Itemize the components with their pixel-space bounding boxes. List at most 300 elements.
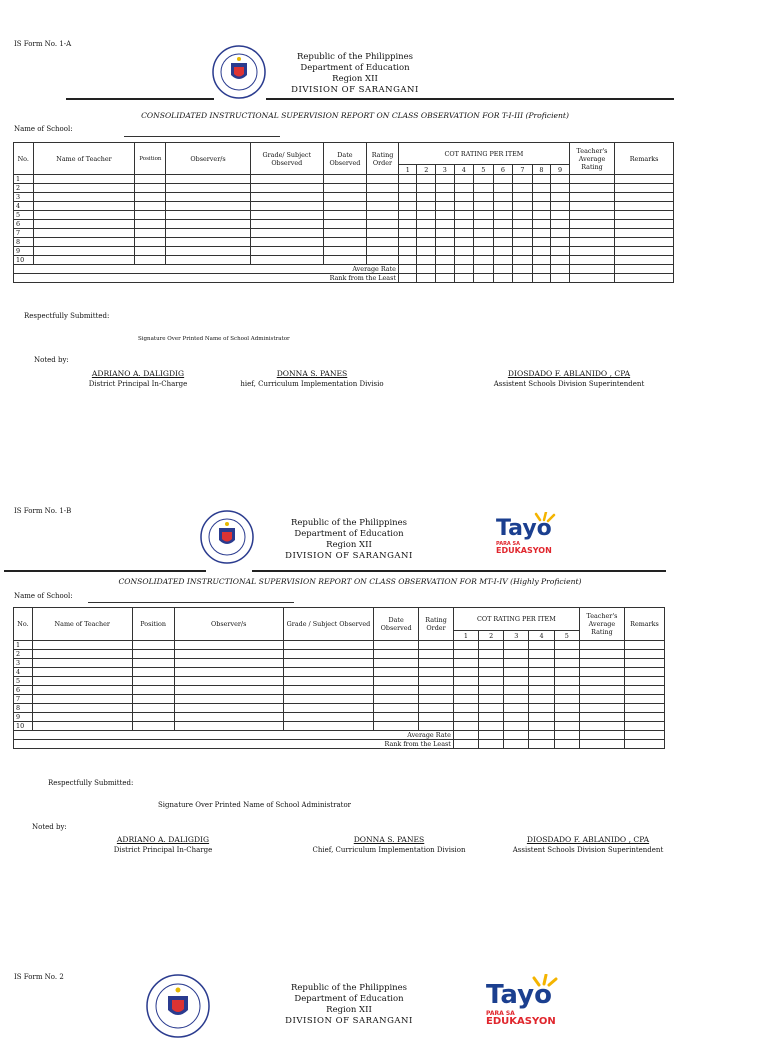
table-cell[interactable] [554,641,579,650]
table-cell[interactable] [417,256,436,265]
table-cell[interactable] [529,713,554,722]
table-cell[interactable] [579,677,624,686]
table-cell[interactable] [569,256,614,265]
table-cell[interactable] [33,193,135,202]
table-cell[interactable] [436,220,455,229]
table-cell[interactable] [474,256,494,265]
table-cell[interactable] [474,229,494,238]
table-cell[interactable] [367,193,399,202]
table-cell[interactable] [504,659,529,668]
table-cell[interactable] [551,256,570,265]
table-cell[interactable] [532,229,551,238]
table-cell[interactable] [625,713,665,722]
table-cell[interactable] [250,229,323,238]
table-cell[interactable] [454,211,474,220]
table-cell[interactable] [32,668,132,677]
table-cell[interactable] [419,704,454,713]
table-cell[interactable] [615,202,674,211]
table-cell[interactable] [513,229,533,238]
table-cell[interactable] [493,229,513,238]
table-cell[interactable] [135,211,166,220]
table-cell[interactable] [33,238,135,247]
table-cell[interactable] [532,202,551,211]
table-cell[interactable] [33,247,135,256]
table-cell[interactable] [513,256,533,265]
table-cell[interactable] [132,722,174,731]
table-cell[interactable] [174,659,283,668]
table-cell[interactable] [32,677,132,686]
table-cell[interactable] [32,686,132,695]
table-cell[interactable] [250,193,323,202]
table-cell[interactable] [625,641,665,650]
table-cell[interactable] [569,175,614,184]
table-cell[interactable] [453,641,478,650]
table-cell[interactable] [33,256,135,265]
table-cell[interactable] [166,229,250,238]
table-cell[interactable] [166,220,250,229]
table-cell[interactable] [615,247,674,256]
table-cell[interactable] [504,668,529,677]
table-cell[interactable] [504,650,529,659]
table-cell[interactable] [250,238,323,247]
table-cell[interactable] [551,229,570,238]
table-cell[interactable] [615,193,674,202]
table-cell[interactable] [132,677,174,686]
table-cell[interactable] [135,238,166,247]
table-cell[interactable] [554,695,579,704]
table-cell[interactable] [417,184,436,193]
table-cell[interactable] [529,641,554,650]
table-cell[interactable] [625,722,665,731]
table-cell[interactable] [367,184,399,193]
table-cell[interactable] [474,202,494,211]
table-cell[interactable] [417,175,436,184]
table-cell[interactable] [367,238,399,247]
table-cell[interactable] [132,659,174,668]
table-cell[interactable] [323,247,366,256]
table-cell[interactable] [417,211,436,220]
table-cell[interactable] [250,247,323,256]
table-cell[interactable] [513,193,533,202]
table-cell[interactable] [419,686,454,695]
table-cell[interactable] [479,677,504,686]
table-cell[interactable] [323,220,366,229]
table-cell[interactable] [374,713,419,722]
table-cell[interactable] [417,193,436,202]
table-cell[interactable] [569,193,614,202]
table-cell[interactable] [374,668,419,677]
table-cell[interactable] [419,722,454,731]
table-cell[interactable] [132,668,174,677]
table-cell[interactable] [454,184,474,193]
table-cell[interactable] [283,695,373,704]
table-cell[interactable] [283,650,373,659]
table-cell[interactable] [323,238,366,247]
table-cell[interactable] [453,695,478,704]
table-cell[interactable] [551,220,570,229]
table-cell[interactable] [493,256,513,265]
table-cell[interactable] [32,704,132,713]
table-cell[interactable] [474,220,494,229]
table-cell[interactable] [367,202,399,211]
table-cell[interactable] [132,650,174,659]
table-cell[interactable] [283,641,373,650]
table-cell[interactable] [419,641,454,650]
table-cell[interactable] [474,247,494,256]
table-cell[interactable] [135,220,166,229]
table-cell[interactable] [174,722,283,731]
table-cell[interactable] [367,256,399,265]
table-cell[interactable] [174,713,283,722]
table-cell[interactable] [479,722,504,731]
table-cell[interactable] [283,668,373,677]
table-cell[interactable] [419,695,454,704]
table-cell[interactable] [474,211,494,220]
table-cell[interactable] [33,220,135,229]
table-cell[interactable] [615,175,674,184]
table-cell[interactable] [454,247,474,256]
table-cell[interactable] [367,175,399,184]
table-cell[interactable] [551,184,570,193]
table-cell[interactable] [529,668,554,677]
table-cell[interactable] [615,184,674,193]
table-cell[interactable] [454,229,474,238]
school-input-line[interactable] [88,602,294,603]
table-cell[interactable] [569,229,614,238]
table-cell[interactable] [625,704,665,713]
table-cell[interactable] [374,650,419,659]
table-cell[interactable] [513,202,533,211]
table-cell[interactable] [166,184,250,193]
table-cell[interactable] [453,650,478,659]
table-cell[interactable] [479,641,504,650]
table-cell[interactable] [504,695,529,704]
table-cell[interactable] [493,175,513,184]
table-cell[interactable] [174,704,283,713]
table-cell[interactable] [532,220,551,229]
table-cell[interactable] [33,229,135,238]
table-cell[interactable] [551,211,570,220]
table-cell[interactable] [625,650,665,659]
table-cell[interactable] [250,202,323,211]
table-cell[interactable] [551,193,570,202]
table-cell[interactable] [569,238,614,247]
table-cell[interactable] [32,713,132,722]
table-cell[interactable] [436,202,455,211]
table-cell[interactable] [250,211,323,220]
table-cell[interactable] [529,686,554,695]
table-cell[interactable] [374,641,419,650]
table-cell[interactable] [513,184,533,193]
table-cell[interactable] [398,229,417,238]
table-cell[interactable] [174,677,283,686]
table-cell[interactable] [32,695,132,704]
table-cell[interactable] [323,256,366,265]
table-cell[interactable] [250,184,323,193]
table-cell[interactable] [454,175,474,184]
table-cell[interactable] [398,193,417,202]
table-cell[interactable] [283,722,373,731]
table-cell[interactable] [625,686,665,695]
table-cell[interactable] [551,175,570,184]
table-cell[interactable] [504,713,529,722]
table-cell[interactable] [417,229,436,238]
table-cell[interactable] [569,184,614,193]
table-cell[interactable] [417,220,436,229]
table-cell[interactable] [513,175,533,184]
table-cell[interactable] [33,202,135,211]
table-cell[interactable] [417,247,436,256]
table-cell[interactable] [398,175,417,184]
table-cell[interactable] [174,686,283,695]
table-cell[interactable] [479,704,504,713]
table-cell[interactable] [579,641,624,650]
table-cell[interactable] [374,659,419,668]
table-cell[interactable] [579,704,624,713]
table-cell[interactable] [579,713,624,722]
table-cell[interactable] [283,659,373,668]
table-cell[interactable] [615,211,674,220]
table-cell[interactable] [398,256,417,265]
table-cell[interactable] [132,695,174,704]
table-cell[interactable] [529,650,554,659]
table-cell[interactable] [493,247,513,256]
table-cell[interactable] [453,686,478,695]
table-cell[interactable] [479,713,504,722]
table-cell[interactable] [579,722,624,731]
table-cell[interactable] [504,722,529,731]
table-cell[interactable] [625,677,665,686]
table-cell[interactable] [453,722,478,731]
table-cell[interactable] [166,193,250,202]
table-cell[interactable] [367,247,399,256]
table-cell[interactable] [174,695,283,704]
table-cell[interactable] [436,238,455,247]
table-cell[interactable] [474,238,494,247]
table-cell[interactable] [32,722,132,731]
table-cell[interactable] [323,211,366,220]
table-cell[interactable] [615,256,674,265]
table-cell[interactable] [283,704,373,713]
table-cell[interactable] [493,211,513,220]
table-cell[interactable] [419,650,454,659]
table-cell[interactable] [419,668,454,677]
table-cell[interactable] [166,202,250,211]
table-cell[interactable] [479,695,504,704]
table-cell[interactable] [532,193,551,202]
table-cell[interactable] [532,184,551,193]
table-cell[interactable] [554,677,579,686]
table-cell[interactable] [323,193,366,202]
table-cell[interactable] [453,704,478,713]
table-cell[interactable] [532,256,551,265]
table-cell[interactable] [398,211,417,220]
table-cell[interactable] [33,184,135,193]
table-cell[interactable] [493,202,513,211]
table-cell[interactable] [493,193,513,202]
table-cell[interactable] [513,238,533,247]
table-cell[interactable] [367,211,399,220]
table-cell[interactable] [135,202,166,211]
school-input-line[interactable] [124,136,280,137]
table-cell[interactable] [436,211,455,220]
table-cell[interactable] [419,713,454,722]
table-cell[interactable] [398,184,417,193]
table-cell[interactable] [551,247,570,256]
table-cell[interactable] [166,211,250,220]
table-cell[interactable] [625,668,665,677]
table-cell[interactable] [283,686,373,695]
table-cell[interactable] [569,211,614,220]
table-cell[interactable] [504,641,529,650]
table-cell[interactable] [504,704,529,713]
table-cell[interactable] [569,247,614,256]
table-cell[interactable] [132,686,174,695]
table-cell[interactable] [453,659,478,668]
table-cell[interactable] [283,713,373,722]
table-cell[interactable] [135,184,166,193]
table-cell[interactable] [554,686,579,695]
table-cell[interactable] [436,229,455,238]
table-cell[interactable] [529,722,554,731]
table-cell[interactable] [250,256,323,265]
table-cell[interactable] [419,659,454,668]
table-cell[interactable] [579,695,624,704]
table-cell[interactable] [374,695,419,704]
table-cell[interactable] [135,229,166,238]
table-cell[interactable] [554,650,579,659]
table-cell[interactable] [33,211,135,220]
table-cell[interactable] [283,677,373,686]
table-cell[interactable] [474,193,494,202]
table-cell[interactable] [513,211,533,220]
table-cell[interactable] [453,668,478,677]
table-cell[interactable] [454,220,474,229]
table-cell[interactable] [417,238,436,247]
table-cell[interactable] [32,659,132,668]
table-cell[interactable] [398,247,417,256]
table-cell[interactable] [504,686,529,695]
table-cell[interactable] [436,193,455,202]
table-cell[interactable] [569,202,614,211]
table-cell[interactable] [323,175,366,184]
table-cell[interactable] [479,686,504,695]
table-cell[interactable] [436,256,455,265]
table-cell[interactable] [504,677,529,686]
table-cell[interactable] [132,641,174,650]
table-cell[interactable] [579,659,624,668]
table-cell[interactable] [135,175,166,184]
table-cell[interactable] [436,175,455,184]
table-cell[interactable] [132,704,174,713]
table-cell[interactable] [532,211,551,220]
table-cell[interactable] [479,659,504,668]
table-cell[interactable] [417,202,436,211]
table-cell[interactable] [454,202,474,211]
table-cell[interactable] [323,229,366,238]
table-cell[interactable] [135,193,166,202]
table-cell[interactable] [367,229,399,238]
table-cell[interactable] [166,256,250,265]
table-cell[interactable] [374,686,419,695]
table-cell[interactable] [579,686,624,695]
table-cell[interactable] [615,238,674,247]
table-cell[interactable] [493,220,513,229]
table-cell[interactable] [625,659,665,668]
table-cell[interactable] [551,238,570,247]
table-cell[interactable] [33,175,135,184]
table-cell[interactable] [529,677,554,686]
table-cell[interactable] [569,220,614,229]
table-cell[interactable] [454,256,474,265]
table-cell[interactable] [132,713,174,722]
table-cell[interactable] [493,184,513,193]
table-cell[interactable] [374,704,419,713]
table-cell[interactable] [174,641,283,650]
table-cell[interactable] [579,650,624,659]
table-cell[interactable] [250,175,323,184]
table-cell[interactable] [493,238,513,247]
table-cell[interactable] [166,247,250,256]
table-cell[interactable] [529,704,554,713]
table-cell[interactable] [513,247,533,256]
table-cell[interactable] [367,220,399,229]
table-cell[interactable] [398,202,417,211]
table-cell[interactable] [474,175,494,184]
table-cell[interactable] [323,202,366,211]
table-cell[interactable] [419,677,454,686]
table-cell[interactable] [554,722,579,731]
table-cell[interactable] [454,193,474,202]
table-cell[interactable] [513,220,533,229]
table-cell[interactable] [554,704,579,713]
table-cell[interactable] [554,659,579,668]
table-cell[interactable] [166,238,250,247]
table-cell[interactable] [174,650,283,659]
table-cell[interactable] [323,184,366,193]
table-cell[interactable] [625,695,665,704]
table-cell[interactable] [474,184,494,193]
table-cell[interactable] [579,668,624,677]
table-cell[interactable] [250,220,323,229]
table-cell[interactable] [436,247,455,256]
table-cell[interactable] [32,650,132,659]
table-cell[interactable] [453,677,478,686]
table-cell[interactable] [532,238,551,247]
table-cell[interactable] [135,256,166,265]
table-cell[interactable] [374,722,419,731]
table-cell[interactable] [479,668,504,677]
table-cell[interactable] [174,668,283,677]
table-cell[interactable] [554,713,579,722]
table-cell[interactable] [554,668,579,677]
table-cell[interactable] [529,659,554,668]
table-cell[interactable] [529,695,554,704]
table-cell[interactable] [398,220,417,229]
table-cell[interactable] [166,175,250,184]
table-cell[interactable] [453,713,478,722]
table-cell[interactable] [32,641,132,650]
table-cell[interactable] [436,184,455,193]
table-cell[interactable] [532,247,551,256]
table-cell[interactable] [374,677,419,686]
table-cell[interactable] [398,238,417,247]
table-cell[interactable] [615,220,674,229]
table-cell[interactable] [551,202,570,211]
table-cell[interactable] [615,229,674,238]
table-cell[interactable] [479,650,504,659]
table-cell[interactable] [135,247,166,256]
